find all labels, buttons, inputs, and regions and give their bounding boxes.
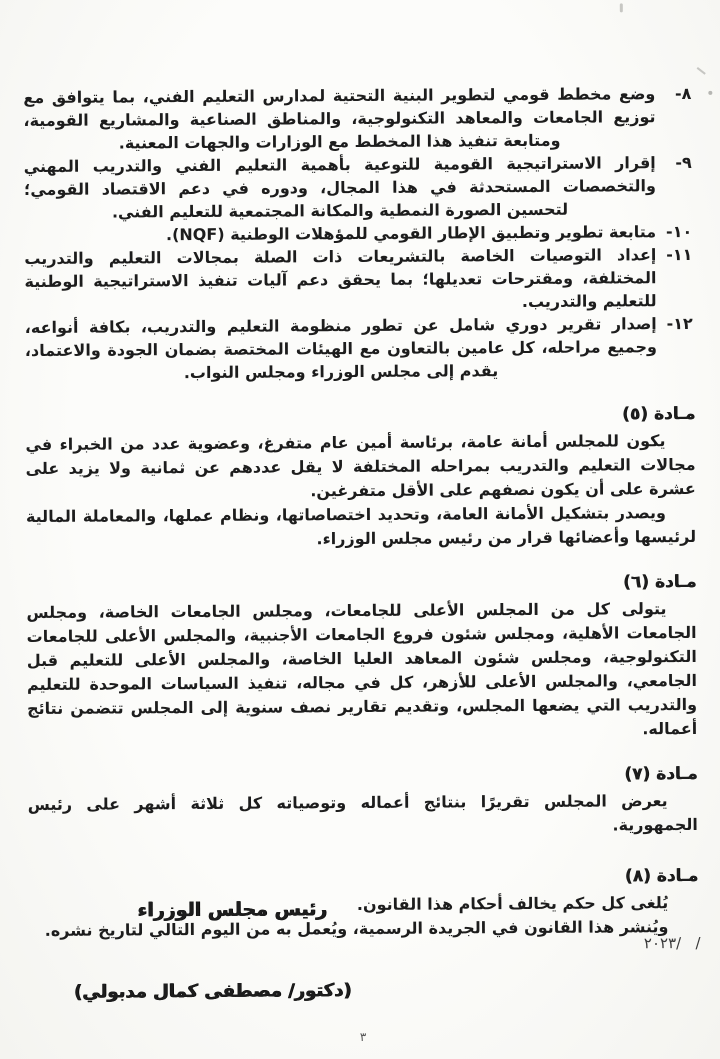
list-item-11	[24, 243, 694, 316]
article-6	[26, 569, 697, 745]
article-paragraph: يُلغى كل حكم يخالف أحكام هذا القانون.	[356, 893, 669, 915]
item-number: ١١-	[666, 244, 693, 265]
article-paragraph: يكون للمجلس أمانة عامة، برئاسة أمين عام متفرغ، وعضوية عدد من الخبراء في مجالات التعليم والتدريب بمراحله المختلفة لا يقل عددهم عن ثمانية ولا يزيد على عشرة على أن يكون نصفهم على الأقل متفرغين.	[25, 431, 696, 501]
article-paragraph: ويصدر بتشكيل الأمانة العامة، وتحديد اختصاصاتها، ونظام عملها، والمعاملة المالية لرئيسها وأعضائها قرار من رئيس مجلس الوزراء.	[25, 503, 697, 549]
scan-artifact	[620, 3, 623, 12]
item-number: ١٠-	[665, 221, 693, 242]
list-item-9	[24, 151, 694, 224]
article-5	[25, 401, 696, 553]
signatory-name: (دكتور/ مصطفى كمال مدبولي)	[73, 980, 352, 1003]
article-heading: مـادة (٥)	[621, 403, 696, 425]
item-text: وضع مخطط قومي لتطوير البنية التحتية لمدارس التعليم الفني، بما يتوافق مع توزيع الجامعات والمعاهد التكنولوجية، والمناطق الصناعية والمشاريع القومية، ومتابعة تنفيذ هذا المخطط مع الوزارات والجهات المعنية.	[23, 84, 656, 153]
signatory-title: رئيس مجلس الوزراء	[137, 898, 328, 922]
item-text: متابعة تطوير وتطبيق الإطار القومي للمؤهلات الوطنية (NQF).	[165, 222, 657, 245]
numbered-list	[23, 82, 695, 385]
item-text: إعداد التوصيات الخاصة بالتشريعات ذات الصلة بمجالات التعليم والتدريب المختلفة، ومقترحات تعديلها؛ بما يحقق دعم آليات تنفيذ الاستراتيجية الوطنية للتعليم والتدريب.	[24, 245, 657, 312]
list-item-8	[23, 82, 693, 155]
article-paragraph: يعرض المجلس تقريرًا بنتائج أعماله وتوصياته كل ثلاثة أشهر على رئيس الجمهورية.	[27, 791, 698, 835]
article-heading: مـادة (٨)	[624, 865, 699, 887]
item-number: ١٢-	[666, 313, 693, 334]
page-number: ٣	[359, 1029, 367, 1045]
article-paragraph: يتولى كل من المجلس الأعلى للجامعات، ومجلس الجامعات الخاصة، ومجلس الجامعات الأهلية، ومجلس شئون فروع الجامعات الأجنبية، والمجلس الأعلى للجامعات التكنولوجية، ومجلس شئون المعاهد العليا الخاصة، والمجلس الأعلى للتعليم قبل الجامعي، والمجلس الأعلى للأزهر، كل في مجاله، تنفيذ السياسات الموحدة للتعليم والتدريب التي يضعها المجلس، وتقديم تقارير نصف سنوية إلى المجلس تتضمن نتائج أعماله.	[26, 599, 698, 739]
article-heading: مـادة (٦)	[622, 571, 697, 593]
article-heading: مـادة (٧)	[624, 763, 698, 785]
item-number: ٩-	[675, 152, 692, 173]
article-paragraph: ويُنشر هذا القانون في الجريدة الرسمية، ويُعمل به من اليوم التالي لتاريخ نشره.	[44, 917, 669, 940]
scan-artifact	[708, 91, 712, 95]
article-7	[27, 761, 697, 841]
item-text: إصدار تقرير دوري شامل عن تطور منظومة التعليم والتدريب، بكافة أنواعه، وجميع مراحله، كل عامين بالتعاون مع الهيئات المختصة بضمان الجودة والاعتماد، يقدم إلى مجلس الوزراء ومجلس النواب.	[24, 314, 657, 383]
signature-date: ٢٠٢٣/ /	[643, 933, 701, 953]
item-text: إقرار الاستراتيجية القومية للتوعية بأهمية التعليم الفني والتدريب المهني والتخصصات المستحدثة في هذا المجال، ودوره في دعم الاقتصاد القومي؛ لتحسين الصورة النمطية والمكانة المجتمعية للتعليم الفني.	[23, 153, 656, 222]
item-number: ٨-	[674, 83, 692, 104]
list-item-12	[25, 312, 695, 385]
